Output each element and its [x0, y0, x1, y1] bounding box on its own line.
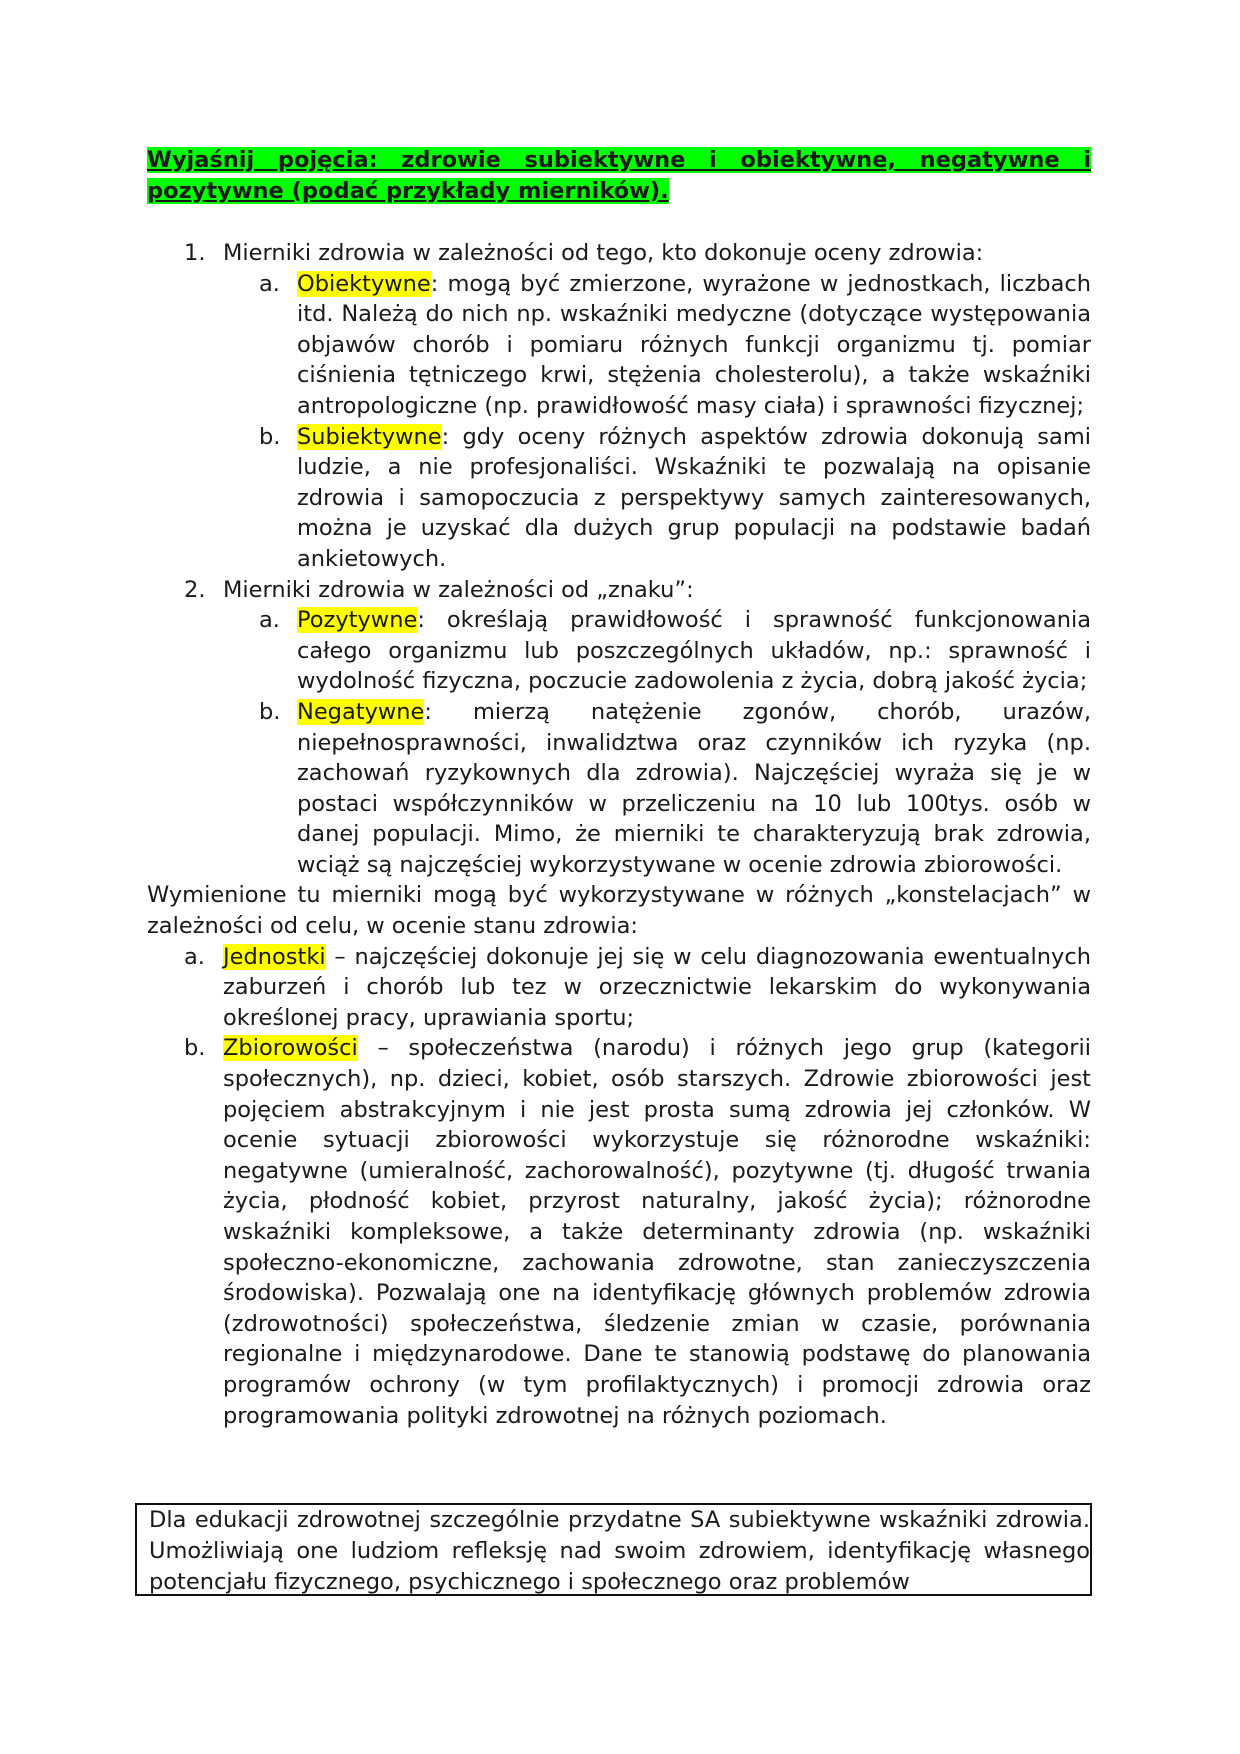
- list-letter: a.: [259, 270, 280, 297]
- highlighted-term: Pozytywne: [297, 607, 418, 634]
- section-1-heading: [147, 238, 1091, 269]
- boxed-note: [135, 1503, 1092, 1596]
- body-paragraph: Wymienione tu mierniki mogą być wykorzystywane w różnych „konstelacjach” w zależności od celu, w ocenie stanu zdrowia:: [147, 882, 1091, 940]
- question-title: [147, 145, 1091, 207]
- section-1-heading-text: Mierniki zdrowia w zależności od tego, kto dokonuje oceny zdrowia:: [223, 240, 984, 266]
- highlighted-term: Zbiorowości: [223, 1035, 358, 1062]
- list-item-objective: [147, 269, 1091, 422]
- item-text: : mogą być zmierzone, wyrażone w jednostkach, liczbach itd. Należą do nich np. wskaźniki medyczne (dotyczące występowania objawów chorób i pomiaru różnych funkcji organizmu tj. pomiar ciśnienia tętniczego krwi, stężenia cholesterolu), a także wskaźniki antropologiczne (np. prawidłowość masy ciała) i sprawności fizycznej;: [297, 270, 1091, 419]
- boxed-note-text: Dla edukacji zdrowotnej szczególnie przydatne SA subiektywne wskaźniki zdrowia. Umożliwiają one ludziom refleksję nad swoim zdrowiem, identyfikację własnego potencjału fizycznego, psychicznego i społecznego oraz problemów: [149, 1507, 1090, 1595]
- list-letter: a.: [259, 607, 280, 634]
- list-letter: b.: [184, 1035, 206, 1062]
- section-2-heading-text: Mierniki zdrowia w zależności od „znaku”:: [223, 576, 694, 603]
- title-text: Wyjaśnij pojęcia: zdrowie subiektywne i obiektywne, negatywne i pozytywne (podać przykłady mierników).: [147, 147, 1091, 204]
- list-letter: a.: [184, 943, 205, 970]
- list-letter: b.: [259, 698, 281, 725]
- list-letter: b.: [259, 423, 281, 450]
- list-item-community: [147, 1033, 1091, 1431]
- list-number: 1.: [184, 240, 206, 266]
- list-item-subjective: [147, 422, 1091, 575]
- list-item-individual: [147, 942, 1091, 1034]
- section-2-heading: [147, 575, 1091, 606]
- highlighted-term: Subiektywne: [297, 423, 442, 450]
- document-content: [147, 145, 1091, 1431]
- list-item-positive: [147, 605, 1091, 697]
- list-number: 2.: [184, 576, 206, 603]
- list-item-negative: [147, 697, 1091, 881]
- highlighted-term: Obiektywne: [297, 270, 431, 297]
- item-text: : gdy oceny różnych aspektów zdrowia dokonują sami ludzie, a nie profesjonaliści. Wskaźniki te pozwalają na opisanie zdrowia i samopoczucia z perspektywy samych zainteresowanych, można je uzyskać dla dużych grup populacji na podstawie badań ankietowych.: [297, 423, 1091, 572]
- spacer: [147, 207, 1091, 238]
- highlighted-term: Negatywne: [297, 698, 425, 725]
- item-text: – społeczeństwa (narodu) i różnych jego grup (kategorii społecznych), np. dzieci, kobiet, osób starszych. Zdrowie zbiorowości jest pojęciem abstrakcyjnym i nie jest prosta sumą zdrowia jej członków. W ocenie sytuacji zbiorowości wykorzystuje się różnorodne wskaźniki: negatywne (umieralność, zachorowalność), pozytywne (tj. długość trwania życia, płodność kobiet, przyrost naturalny, jakość życia); różnorodne wskaźniki kompleksowe, a także determinanty zdrowia (np. wskaźniki społeczno-ekonomiczne, zachowania zdrowotne, stan zanieczyszczenia środowiska). Pozwalają one na identyfikację głównych problemów zdrowia (zdrowotności) społeczeństwa, śledzenie zmian w czasie, porównania regionalne i międzynarodowe. Dane te stanowią podstawę do planowania programów ochrony (w tym profilaktycznych) i promocji zdrowia oraz programowania polityki zdrowotnej na różnych poziomach.: [223, 1035, 1091, 1429]
- highlighted-term: Jednostki: [223, 943, 326, 970]
- item-text: : mierzą natężenie zgonów, chorób, urazów, niepełnosprawności, inwalidztwa oraz czynników ich ryzyka (np. zachowań ryzykownych dla zdrowia). Najczęściej wyraża się je w postaci współczynników w przeliczeniu na 10 lub 100tys. osób w danej populacji. Mimo, że mierniki te charakteryzują brak zdrowia, wciąż są najczęściej wykorzystywane w ocenie zdrowia zbiorowości.: [297, 698, 1091, 878]
- item-text: : określają prawidłowość i sprawność funkcjonowania całego organizmu lub poszczególnych układów, np.: sprawność i wydolność fizyczna, poczucie zadowolenia z życia, dobrą jakość życia;: [297, 607, 1091, 695]
- item-text: – najczęściej dokonuje jej się w celu diagnozowania ewentualnych zaburzeń i chorób lub tez w orzecznictwie lekarskim do wykonywania określonej pracy, uprawiania sportu;: [223, 943, 1091, 1031]
